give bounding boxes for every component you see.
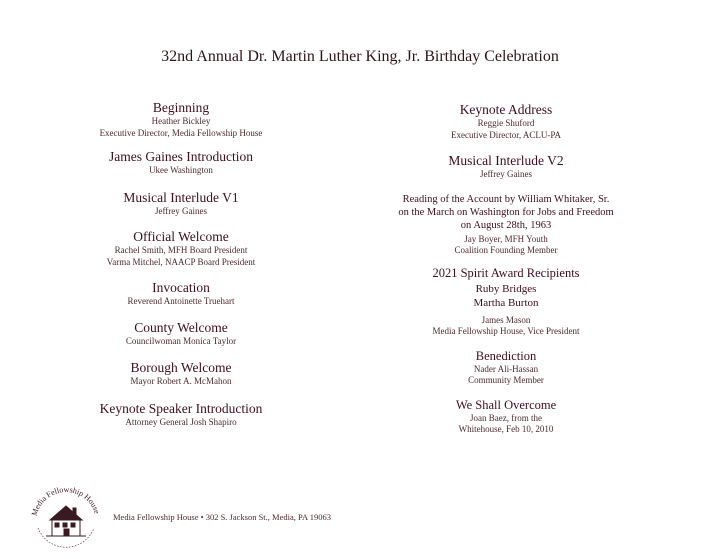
item-heading: Invocation — [152, 280, 210, 295]
item-heading-line: Reading of the Account by William Whitaker, Sr. — [402, 193, 610, 205]
program-item-gaines-intro — [21, 149, 341, 177]
item-role: Executive Director, Media Fellowship House — [99, 127, 263, 138]
item-heading: We Shall Overcome — [455, 397, 557, 412]
item-person: Joan Baez, from the — [470, 412, 542, 423]
program-item-interlude-v2 — [346, 153, 666, 181]
item-heading: County Welcome — [134, 319, 228, 335]
logo-text: Media Fellowship House — [29, 484, 102, 517]
item-heading: Musical Interlude V2 — [448, 153, 564, 168]
program-item-benediction — [346, 348, 666, 387]
program-right-column — [346, 102, 666, 436]
program-item-beginning — [21, 100, 341, 139]
item-person: Varma Mitchel, NAACP Board President — [106, 256, 256, 267]
item-role: Whitehouse, Feb 10, 2010 — [458, 424, 554, 434]
item-person: Mayor Robert A. McMahon — [130, 376, 232, 386]
page-title: 32nd Annual Dr. Martin Luther King, Jr. Birthday Celebration — [161, 48, 559, 65]
item-role: Coalition Founding Member — [454, 245, 558, 255]
item-heading: Beginning — [152, 100, 210, 115]
item-person: James Mason — [481, 314, 531, 325]
item-heading: Keynote Speaker Introduction — [99, 400, 263, 416]
program-item-keynote — [346, 102, 666, 141]
item-person: Reverend Antoinette Truehart — [127, 296, 235, 306]
program-item-county-welcome — [21, 320, 341, 348]
item-heading: Keynote Address — [459, 102, 553, 117]
item-heading: Benediction — [475, 348, 537, 363]
item-person: Attorney General Josh Shapiro — [125, 416, 237, 427]
award-recipient: Martha Burton — [473, 296, 539, 309]
item-person: Councilwoman Monica Taylor — [125, 335, 237, 346]
program-item-interlude-v1 — [21, 190, 341, 218]
item-person: Ukee Washington — [149, 165, 213, 175]
item-person: Jeffrey Gaines — [154, 205, 208, 216]
award-recipient: Ruby Bridges — [475, 282, 537, 295]
item-role: Community Member — [468, 375, 544, 385]
item-heading-line: on the March on Washington for Jobs and Freedom — [398, 206, 614, 218]
item-heading-line: on August 28th, 1963 — [460, 219, 552, 231]
program-item-reading — [346, 193, 666, 257]
program-item-we-shall-overcome — [346, 397, 666, 436]
program-item-invocation — [21, 280, 341, 308]
item-person: Jay Boyer, MFH Youth — [464, 233, 548, 244]
program-item-borough-welcome — [21, 360, 341, 388]
item-person: Reggie Shuford — [477, 118, 535, 128]
item-person: Rachel Smith, MFH Board President — [114, 245, 248, 255]
item-person: Jeffrey Gaines — [479, 169, 533, 179]
footer-address: Media Fellowship House • 302 S. Jackson St., Media, PA 19063 — [113, 512, 331, 522]
house-logo-icon — [24, 470, 108, 554]
program-item-keynote-intro — [21, 401, 341, 429]
program-left-column — [21, 100, 341, 428]
item-heading: Borough Welcome — [130, 360, 232, 375]
program-item-spirit-award — [346, 265, 666, 338]
media-fellowship-house-logo — [24, 470, 108, 554]
item-heading: Musical Interlude V1 — [123, 189, 239, 205]
item-role: Media Fellowship House, Vice President — [432, 326, 580, 336]
item-heading: James Gaines Introduction — [109, 149, 253, 164]
item-person: Nader Ali-Hassan — [473, 363, 539, 374]
program-item-official-welcome — [21, 229, 341, 268]
item-heading: 2021 Spirit Award Recipients — [432, 265, 580, 280]
item-heading: Official Welcome — [133, 229, 229, 244]
item-role: Executive Director, ACLU-PA — [450, 129, 562, 140]
item-person: Heather Bickley — [151, 116, 211, 126]
